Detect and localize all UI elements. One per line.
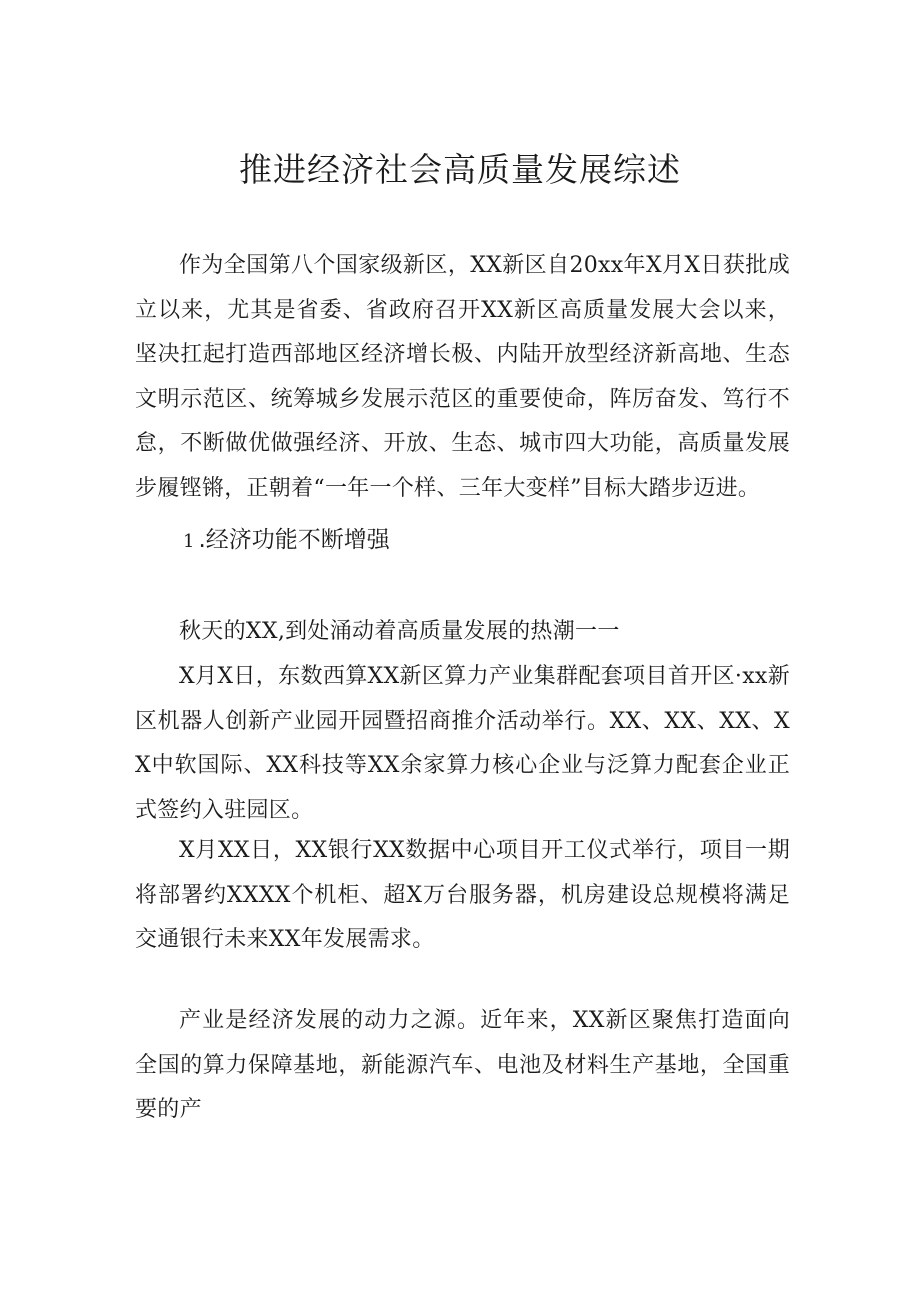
intro-paragraph: 作为全国第八个国家级新区，XX新区自20xx年X月X日获批成立以来，尤其是省委、省政府召开XX新区高质量发展大会以来，坚决扛起打造西部地区经济增长极、内陆开放型经济新高地、生态文明示范区、统筹城乡发展示范区的重要使命，阵厉奋发、笃行不怠，不断做优做强经济、开放、生态、城市四大功能，高质量发展步履铿锵，正朝着“一年一个样、三年大变样”目标大踏步迈进。 (135, 253, 790, 501)
body-paragraph: X月X日，东数西算XX新区算力产业集群配套项目首开区·xx新区机器人创新产业园开园暨招商推介活动举行。XX、XX、XX、XX中软国际、XX科技等XX余家算力核心企业与泛算力配套企业正式签约入驻园区。 (135, 664, 790, 823)
section-number: 1 (183, 531, 195, 552)
document-title: 推进经济社会高质量发展综述 (239, 150, 681, 189)
section-heading-text: .经济功能不断增强 (198, 527, 390, 553)
body-paragraph: X月XX日，XX银行XX数据中心项目开工仪式举行，项目一期将部署约XXXX个机柜、超X万台服务器，机房建设总规模将满足交通银行未来XX年发展需求。 (135, 838, 790, 953)
body-paragraph: 产业是经济发展的动力之源。近年来，XX新区聚焦打造面向全国的算力保障基地，新能源汽车、电池及材料生产基地，全国重要的产 (135, 1008, 790, 1123)
body-paragraph: 秋天的XX,到处涌动着高质量发展的热潮一一 (179, 619, 620, 644)
section-heading (183, 518, 390, 564)
